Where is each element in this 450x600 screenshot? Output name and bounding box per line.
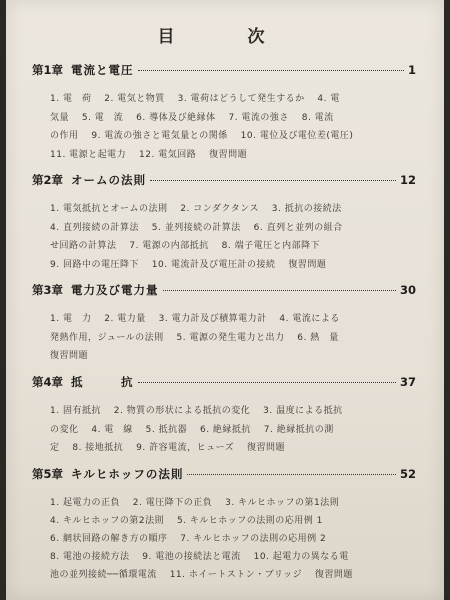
chapter-5 — [32, 466, 416, 584]
chapter-number: 第5章 — [32, 467, 64, 481]
chapter-2 — [32, 172, 416, 274]
contents-line: 定 8. 接地抵抗 9. 許容電流，ヒューズ 復習問題 — [50, 443, 286, 453]
chapter-heading — [32, 62, 416, 78]
chapter-heading — [32, 172, 416, 188]
contents-line: 復習問題 — [50, 351, 89, 361]
chapter-title: 電流と電圧 — [71, 63, 134, 77]
contents-line: 1. 電 力 2. 電力量 3. 電力計及び積算電力計 4. 電流による — [50, 314, 340, 324]
chapter-title: キルヒホッフの法則 — [71, 467, 184, 481]
chapter-heading — [32, 466, 416, 482]
chapter-4 — [32, 374, 416, 458]
chapter-page-number: 37 — [399, 375, 416, 389]
contents-line: 9. 回路中の電圧降下 10. 電流計及び電圧計の接続 復習問題 — [50, 259, 327, 270]
chapter-title: オームの法則 — [71, 173, 147, 187]
contents-line: 1. 固有抵抗 2. 物質の形状による抵抗の変化 3. 温度による抵抗 — [50, 406, 343, 416]
contents-line: 1. 電気抵抗とオームの法則 2. コンダクタンス 3. 抵抗の接続法 — [50, 204, 342, 214]
chapter-contents — [50, 402, 416, 458]
chapter-contents — [50, 310, 416, 366]
chapter-title: 抵 抗 — [71, 375, 134, 389]
contents-line: 発熱作用，ジュールの法則 5. 電源の発生電力と出力 6. 熱 量 — [50, 332, 339, 343]
leader-dots — [150, 180, 396, 181]
leader-dots — [187, 474, 396, 475]
chapter-contents — [50, 200, 416, 274]
chapter-contents — [50, 494, 416, 584]
leader-dots — [163, 290, 396, 291]
contents-line: 池の並列接続──循環電流 11. ホイートストン・ブリッジ 復習問題 — [50, 570, 353, 580]
contents-line: 4. キルヒホッフの第2法則 5. キルヒホッフの法則の応用例 1 — [50, 516, 323, 526]
chapter-page-number: 12 — [399, 173, 416, 187]
chapter-title: 電力及び電力量 — [71, 283, 159, 297]
chapter-page-number: 1 — [407, 63, 416, 77]
page-title: 目 次 — [157, 27, 293, 47]
contents-line: 1. 電 荷 2. 電気と物質 3. 電荷はどうして発生するか 4. 電 — [50, 94, 340, 104]
chapter-heading — [32, 374, 416, 390]
chapter-3 — [32, 282, 416, 366]
contents-line: 気量 5. 電 流 6. 導体及び絶縁体 7. 電流の強さ 8. 電流 — [50, 112, 334, 123]
chapter-number: 第4章 — [32, 375, 64, 389]
chapter-heading — [32, 282, 416, 298]
chapter-contents — [50, 90, 416, 164]
chapter-number: 第3章 — [32, 283, 64, 297]
book-page — [6, 0, 444, 600]
chapter-page-number: 52 — [399, 467, 416, 481]
leader-dots — [138, 70, 404, 71]
contents-line: 11. 電源と起電力 12. 電気回路 復習問題 — [50, 149, 248, 160]
leader-dots — [138, 382, 396, 383]
contents-line: 8. 電池の接続方法 9. 電池の接続法と電流 10. 起電力の異なる電 — [50, 552, 349, 562]
contents-line: の作用 9. 電流の強さと電気量との関係 10. 電位及び電位差(電圧) — [50, 131, 354, 141]
chapter-number: 第1章 — [32, 63, 64, 77]
contents-line: 6. 網状回路の解き方の順序 7. キルヒホッフの法則の応用例 2 — [50, 534, 327, 544]
contents-line: 1. 起電力の正負 2. 電圧降下の正負 3. キルヒホッフの第1法則 — [50, 498, 340, 508]
chapter-number: 第2章 — [32, 173, 64, 187]
chapter-page-number: 30 — [399, 283, 416, 297]
contents-line: 4. 直列接続の計算法 5. 並列接続の計算法 6. 直列と並列の組合 — [50, 222, 343, 233]
contents-line: の変化 4. 電 線 5. 抵抗器 6. 絶縁抵抗 7. 絶縁抵抗の測 — [50, 424, 334, 435]
contents-line: せ回路の計算法 7. 電源の内部抵抗 8. 端子電圧と内部降下 — [50, 241, 321, 251]
chapter-1 — [32, 62, 416, 164]
